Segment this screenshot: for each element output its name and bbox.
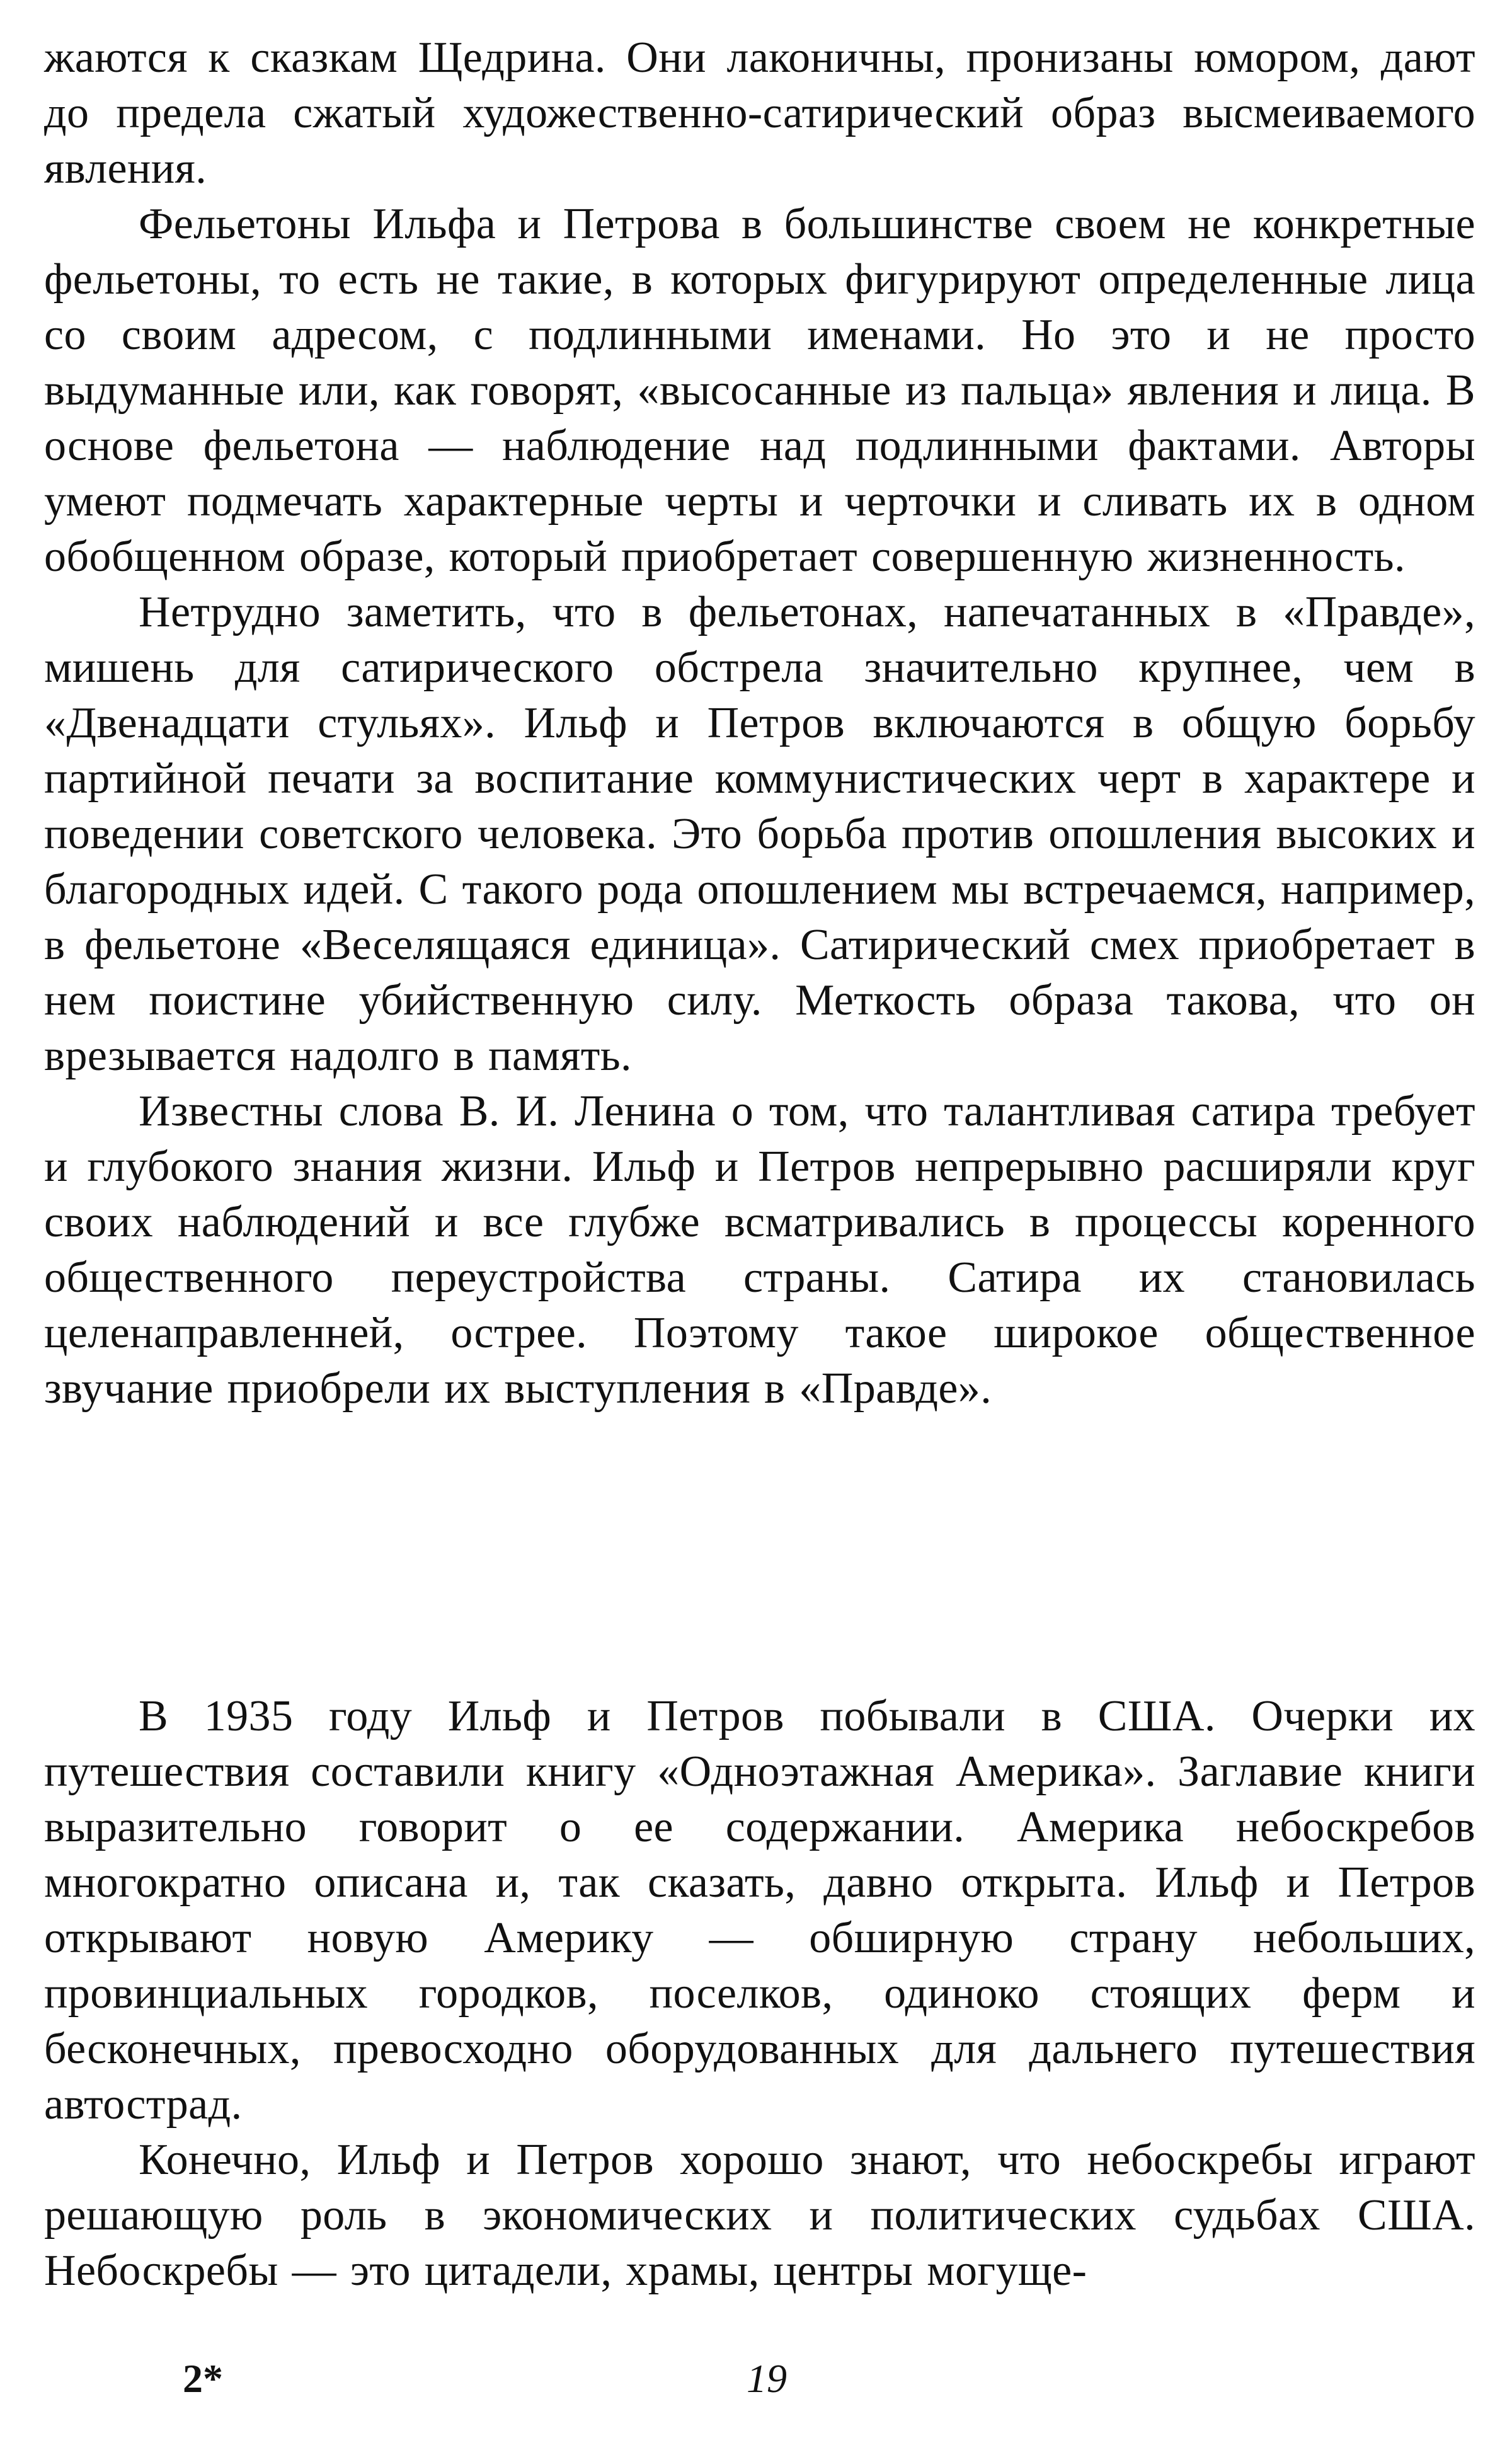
signature-mark: 2* xyxy=(183,2356,223,2401)
paragraph-usa-trip: В 1935 году Ильф и Петров побывали в США. Очерки их путешествия составили книгу «Одноэтажная Америка». Заглавие книги выразительно говорит о ее содержании. Америка небоскребов многократно описана и, так сказать, давно открыта. Ильф и Петров открывают новую Америку — обширную страну небольших, провинциальных городков, поселков, одиноко стоящих ферм и бесконечных, превосходно оборудованных для дальнего путешествия автострад. xyxy=(44,1692,1475,2129)
page-footer xyxy=(0,2350,1512,2407)
page-number: 19 xyxy=(747,2356,787,2401)
text-section-bottom xyxy=(44,1689,1475,2299)
paragraph-feuilletons: Фельетоны Ильфа и Петрова в большинстве своем не конкретные фельетоны, то есть не такие, в которых фигурируют определенные лица со своим адресом, с подлинными именами. Но это и не просто выдуманные или, как говорят, «высосанные из пальца» явления и лица. В основе фельетона — наблюдение над подлинными фактами. Авторы умеют подмечать характерные черты и черточки и сливать их в одном обобщенном образе, который приобретает совершенную жизненность. xyxy=(44,200,1475,581)
paragraph-lenin-quote: Известны слова В. И. Ленина о том, что талантливая сатира требует и глубокого знания жизни. Ильф и Петров непрерывно расширяли круг своих наблюдений и все глубже всматривались в процессы коренного общественного переустройства страны. Сатира их становилась целенаправленней, острее. Поэтому такое широкое общественное звучание приобрели их выступления в «Правде». xyxy=(44,1087,1475,1413)
paragraph-continuation: жаются к сказкам Щедрина. Они лаконичны, пронизаны юмором, дают до предела сжатый художественно-сатирический образ высмеиваемого явления. xyxy=(44,33,1475,193)
paragraph-pravda-target: Нетрудно заметить, что в фельетонах, напечатанных в «Правде», мишень для сатирического обстрела значительно крупнее, чем в «Двенадцати стульях». Ильф и Петров включаются в общую борьбу партийной печати за воспитание коммунистических черт в характере и поведении советского человека. Это борьба против опошления высоких и благородных идей. С такого рода опошлением мы встречаемся, например, в фельетоне «Веселящаяся единица». Сатирический смех приобретает в нем поистине убийственную силу. Меткость образа такова, что он врезывается надолго в память. xyxy=(44,588,1475,1080)
text-section-top xyxy=(44,30,1475,1417)
paragraph-skyscrapers: Конечно, Ильф и Петров хорошо знают, что небоскребы играют решающую роль в экономических и политических судьбах США. Небоскребы — это цитадели, храмы, центры могуще- xyxy=(44,2136,1475,2295)
